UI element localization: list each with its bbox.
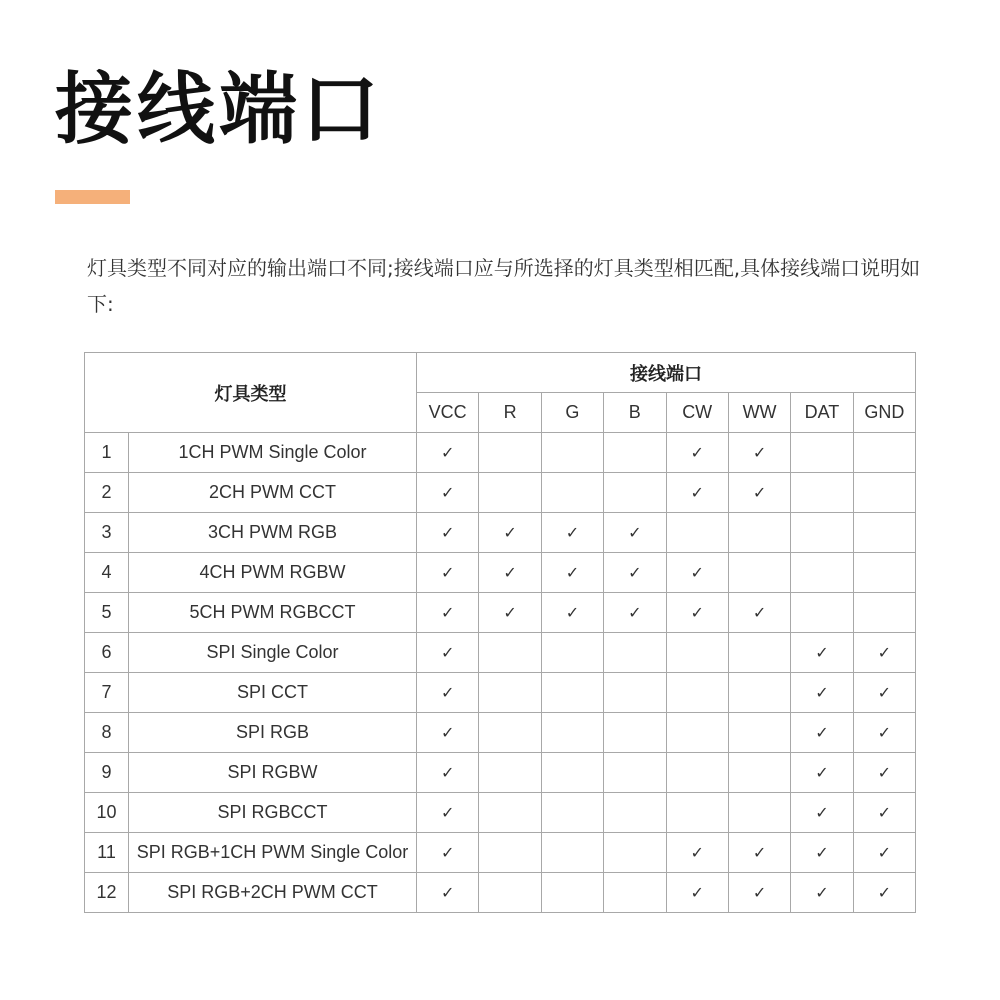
lamp-type-name: SPI RGBCCT [129, 793, 417, 833]
port-cell-b [604, 433, 666, 473]
lamp-type-name: 1CH PWM Single Color [129, 433, 417, 473]
check-icon: ✓ [628, 565, 642, 582]
row-index: 8 [85, 713, 129, 753]
row-index: 12 [85, 873, 129, 913]
check-icon: ✓ [440, 805, 455, 822]
table-row [85, 713, 916, 753]
column-header-vcc: VCC [417, 393, 479, 433]
port-cell-g [541, 513, 603, 553]
port-cell-ww [728, 833, 790, 873]
check-icon: ✓ [752, 605, 767, 622]
port-cell-r [479, 553, 541, 593]
port-cell-r [479, 753, 541, 793]
port-cell-ww [728, 633, 790, 673]
port-cell-dat [791, 713, 853, 753]
port-cell-gnd [853, 873, 915, 913]
check-icon: ✓ [690, 445, 704, 462]
column-header-r: R [479, 393, 541, 433]
row-index: 2 [85, 473, 129, 513]
row-index: 10 [85, 793, 129, 833]
port-cell-cw [666, 753, 728, 793]
port-cell-vcc [417, 473, 479, 513]
table-body [85, 433, 916, 913]
port-cell-vcc [417, 753, 479, 793]
column-header-b: B [604, 393, 666, 433]
row-index: 7 [85, 673, 129, 713]
port-cell-gnd [853, 593, 915, 633]
port-cell-b [604, 593, 666, 633]
page-title: 接线端口 [55, 64, 384, 155]
table-row [85, 793, 916, 833]
check-icon: ✓ [440, 765, 455, 782]
port-cell-dat [791, 633, 853, 673]
port-cell-ww [728, 673, 790, 713]
port-cell-r [479, 793, 541, 833]
check-icon: ✓ [877, 765, 892, 782]
check-icon: ✓ [877, 685, 892, 702]
check-icon: ✓ [815, 885, 829, 902]
check-icon: ✓ [690, 845, 704, 862]
check-icon: ✓ [815, 765, 829, 782]
check-icon: ✓ [628, 605, 642, 622]
table-row [85, 553, 916, 593]
port-cell-g [541, 593, 603, 633]
check-icon: ✓ [628, 525, 642, 542]
port-cell-vcc [417, 513, 479, 553]
check-icon: ✓ [877, 805, 892, 822]
check-icon: ✓ [690, 565, 704, 582]
table-row [85, 753, 916, 793]
check-icon: ✓ [440, 485, 455, 502]
check-icon: ✓ [752, 885, 767, 902]
port-cell-g [541, 553, 603, 593]
lamp-type-name: 5CH PWM RGBCCT [129, 593, 417, 633]
row-index: 6 [85, 633, 129, 673]
port-cell-dat [791, 833, 853, 873]
check-icon: ✓ [815, 725, 829, 742]
check-icon: ✓ [440, 725, 455, 742]
check-icon: ✓ [815, 645, 829, 662]
check-icon: ✓ [690, 885, 704, 902]
port-cell-dat [791, 553, 853, 593]
port-cell-g [541, 473, 603, 513]
port-cell-r [479, 633, 541, 673]
port-cell-gnd [853, 473, 915, 513]
port-cell-vcc [417, 633, 479, 673]
check-icon: ✓ [440, 685, 455, 702]
check-icon: ✓ [877, 645, 892, 662]
port-cell-r [479, 593, 541, 633]
port-cell-dat [791, 473, 853, 513]
port-cell-r [479, 473, 541, 513]
port-cell-b [604, 873, 666, 913]
check-icon: ✓ [877, 885, 892, 902]
row-index: 11 [85, 833, 129, 873]
check-icon: ✓ [690, 485, 704, 502]
lamp-type-name: SPI RGB+1CH PWM Single Color [129, 833, 417, 873]
port-cell-ww [728, 753, 790, 793]
port-cell-vcc [417, 433, 479, 473]
lamp-type-name: SPI CCT [129, 673, 417, 713]
port-cell-ww [728, 473, 790, 513]
row-index: 9 [85, 753, 129, 793]
port-cell-cw [666, 833, 728, 873]
check-icon: ✓ [877, 725, 892, 742]
port-cell-dat [791, 873, 853, 913]
port-cell-b [604, 793, 666, 833]
port-cell-vcc [417, 593, 479, 633]
table-row [85, 513, 916, 553]
table-row [85, 593, 916, 633]
check-icon: ✓ [752, 445, 767, 462]
column-header-dat: DAT [791, 393, 853, 433]
port-cell-r [479, 833, 541, 873]
port-cell-g [541, 873, 603, 913]
table-header-row-group [85, 353, 916, 393]
check-icon: ✓ [565, 605, 580, 622]
row-index: 3 [85, 513, 129, 553]
title-accent-bar [55, 190, 130, 204]
column-header-g: G [541, 393, 603, 433]
column-header-cw: CW [666, 393, 728, 433]
check-icon: ✓ [440, 525, 455, 542]
port-cell-b [604, 753, 666, 793]
port-cell-vcc [417, 553, 479, 593]
port-cell-cw [666, 593, 728, 633]
port-cell-r [479, 673, 541, 713]
port-cell-dat [791, 433, 853, 473]
port-cell-dat [791, 673, 853, 713]
table-row [85, 673, 916, 713]
check-icon: ✓ [503, 525, 517, 542]
port-cell-g [541, 633, 603, 673]
port-cell-b [604, 673, 666, 713]
port-cell-vcc [417, 793, 479, 833]
port-cell-g [541, 753, 603, 793]
port-cell-cw [666, 793, 728, 833]
port-cell-cw [666, 873, 728, 913]
row-index: 1 [85, 433, 129, 473]
check-icon: ✓ [752, 845, 767, 862]
port-cell-dat [791, 753, 853, 793]
check-icon: ✓ [503, 565, 517, 582]
table-row [85, 833, 916, 873]
port-cell-b [604, 833, 666, 873]
wiring-port-table [84, 352, 916, 913]
column-header-lamp-type: 灯具类型 [85, 353, 417, 433]
port-cell-gnd [853, 433, 915, 473]
lamp-type-name: SPI RGBW [129, 753, 417, 793]
port-cell-ww [728, 553, 790, 593]
port-cell-gnd [853, 633, 915, 673]
port-cell-b [604, 713, 666, 753]
lamp-type-name: SPI Single Color [129, 633, 417, 673]
port-cell-b [604, 513, 666, 553]
port-cell-ww [728, 793, 790, 833]
port-cell-g [541, 793, 603, 833]
check-icon: ✓ [815, 805, 829, 822]
port-cell-r [479, 873, 541, 913]
port-cell-vcc [417, 673, 479, 713]
port-cell-cw [666, 713, 728, 753]
port-cell-ww [728, 513, 790, 553]
lamp-type-name: 3CH PWM RGB [129, 513, 417, 553]
row-index: 4 [85, 553, 129, 593]
port-cell-gnd [853, 753, 915, 793]
column-header-ww: WW [728, 393, 790, 433]
check-icon: ✓ [752, 485, 767, 502]
port-cell-vcc [417, 713, 479, 753]
check-icon: ✓ [690, 605, 704, 622]
port-cell-cw [666, 673, 728, 713]
port-cell-gnd [853, 793, 915, 833]
column-header-wiring-ports: 接线端口 [417, 353, 916, 393]
lamp-type-name: 4CH PWM RGBW [129, 553, 417, 593]
port-cell-gnd [853, 833, 915, 873]
port-cell-cw [666, 633, 728, 673]
port-cell-ww [728, 593, 790, 633]
table-row [85, 473, 916, 513]
check-icon: ✓ [440, 605, 455, 622]
port-cell-g [541, 833, 603, 873]
port-cell-r [479, 513, 541, 553]
port-cell-gnd [853, 713, 915, 753]
port-cell-dat [791, 513, 853, 553]
table-row [85, 433, 916, 473]
port-cell-g [541, 673, 603, 713]
port-cell-gnd [853, 673, 915, 713]
column-header-gnd: GND [853, 393, 915, 433]
port-cell-g [541, 433, 603, 473]
lamp-type-name: 2CH PWM CCT [129, 473, 417, 513]
check-icon: ✓ [440, 445, 455, 462]
check-icon: ✓ [440, 885, 455, 902]
port-cell-cw [666, 433, 728, 473]
check-icon: ✓ [503, 605, 517, 622]
check-icon: ✓ [815, 845, 829, 862]
port-cell-r [479, 433, 541, 473]
check-icon: ✓ [565, 565, 580, 582]
port-cell-vcc [417, 833, 479, 873]
table-row [85, 633, 916, 673]
port-cell-gnd [853, 553, 915, 593]
port-cell-g [541, 713, 603, 753]
port-cell-ww [728, 873, 790, 913]
port-cell-dat [791, 793, 853, 833]
check-icon: ✓ [440, 565, 455, 582]
port-cell-b [604, 633, 666, 673]
lamp-type-name: SPI RGB+2CH PWM CCT [129, 873, 417, 913]
check-icon: ✓ [877, 845, 892, 862]
table-row [85, 873, 916, 913]
check-icon: ✓ [440, 845, 455, 862]
port-cell-cw [666, 473, 728, 513]
port-cell-b [604, 553, 666, 593]
port-cell-cw [666, 513, 728, 553]
lamp-type-name: SPI RGB [129, 713, 417, 753]
port-cell-b [604, 473, 666, 513]
check-icon: ✓ [565, 525, 580, 542]
port-cell-gnd [853, 513, 915, 553]
intro-paragraph: 灯具类型不同对应的输出端口不同;接线端口应与所选择的灯具类型相匹配,具体接线端口说明如下: [87, 256, 921, 316]
port-cell-ww [728, 713, 790, 753]
port-cell-cw [666, 553, 728, 593]
check-icon: ✓ [815, 685, 829, 702]
port-cell-ww [728, 433, 790, 473]
port-cell-vcc [417, 873, 479, 913]
port-cell-dat [791, 593, 853, 633]
port-cell-r [479, 713, 541, 753]
check-icon: ✓ [440, 645, 455, 662]
row-index: 5 [85, 593, 129, 633]
